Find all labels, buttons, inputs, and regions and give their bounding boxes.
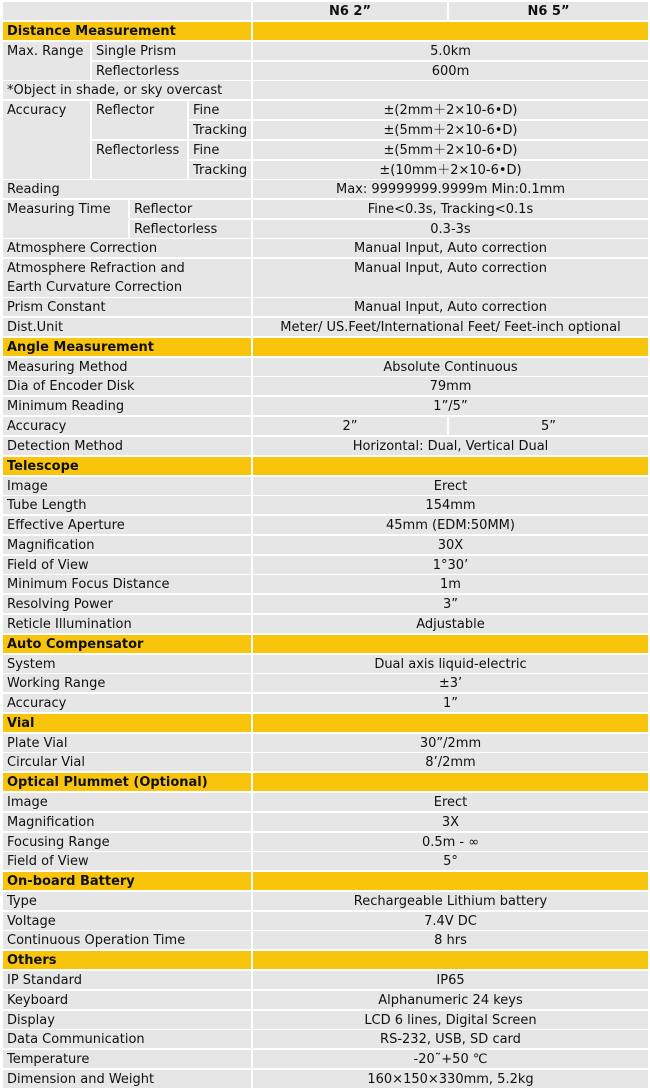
label-ip-standard: IP Standard: [3, 971, 251, 989]
label-reflectorless: Reflectorless: [92, 62, 251, 80]
section-optical-plummet: Optical Plummet (Optional): [3, 773, 251, 791]
section-bar: [253, 773, 648, 791]
value-dimension-weight: 160×150×330mm, 5.2kg: [253, 1070, 648, 1088]
value-angle-accuracy-5: 5”: [449, 417, 648, 435]
label-plummet-magnification: Magnification: [3, 813, 251, 831]
value-min-focus-distance: 1m: [253, 575, 648, 593]
value-reflectorless-tracking: ±(10mm＋2×10-6•D): [253, 161, 648, 179]
value-temperature: -20˜+50 ℃: [253, 1050, 648, 1068]
value-prism-constant: Manual Input, Auto correction: [253, 298, 648, 316]
label-reflectorless: Reflectorless: [92, 141, 187, 179]
label-reading: Reading: [3, 180, 251, 198]
label-tube-length: Tube Length: [3, 496, 251, 514]
value-mt-reflectorless: 0.3-3s: [253, 220, 648, 238]
value-battery-type: Rechargeable Lithium battery: [253, 892, 648, 910]
label-prism-constant: Prism Constant: [3, 298, 251, 316]
label-measuring-method: Measuring Method: [3, 358, 251, 376]
label-working-range: Working Range: [3, 674, 251, 692]
value-reflectorless-range: 600m: [253, 62, 648, 80]
section-telescope: Telescope: [3, 457, 251, 475]
label-atmosphere-refraction: [3, 259, 251, 297]
value-reflector-tracking: ±(5mm＋2×10-6•D): [253, 121, 648, 139]
value-measuring-method: Absolute Continuous: [253, 358, 648, 376]
label-fine: Fine: [189, 101, 251, 119]
label-atmosphere-refraction-line1: Atmosphere Refraction and: [7, 261, 185, 276]
value-mt-reflector: Fine<0.3s, Tracking<0.1s: [253, 200, 648, 218]
label-magnification: Magnification: [3, 536, 251, 554]
value-reading: Max: 99999999.9999m Min:0.1mm: [253, 180, 648, 198]
label-image: Image: [3, 477, 251, 495]
section-vial: Vial: [3, 714, 251, 732]
value-encoder-disk: 79mm: [253, 377, 648, 395]
label-mt-reflector: Reflector: [130, 200, 251, 218]
label-angle-accuracy: Accuracy: [3, 417, 251, 435]
section-bar: [253, 338, 648, 356]
section-bar: [253, 635, 648, 653]
value-dist-unit: Meter/ US.Feet/International Feet/ Feet-inch optional: [253, 318, 648, 336]
label-reflector: Reflector: [92, 101, 187, 139]
value-display: LCD 6 lines, Digital Screen: [253, 1011, 648, 1029]
column-n6-2: N6 2”: [253, 2, 447, 20]
label-field-of-view: Field of View: [3, 556, 251, 574]
section-onboard-battery: On-board Battery: [3, 872, 251, 890]
note-blank: [253, 81, 648, 99]
value-single-prism: 5.0km: [253, 42, 648, 60]
label-dist-unit: Dist.Unit: [3, 318, 251, 336]
label-reticle-illumination: Reticle Illumination: [3, 615, 251, 633]
value-focusing-range: 0.5m - ∞: [253, 833, 648, 851]
label-compensator-accuracy: Accuracy: [3, 694, 251, 712]
label-atmosphere-correction: Atmosphere Correction: [3, 239, 251, 257]
value-atmosphere-refraction: Manual Input, Auto correction: [253, 259, 648, 297]
value-atmosphere-correction: Manual Input, Auto correction: [253, 239, 648, 257]
value-system: Dual axis liquid-electric: [253, 655, 648, 673]
label-atmosphere-refraction-line2: Earth Curvature Correction: [7, 280, 183, 295]
value-resolving-power: 3”: [253, 595, 648, 613]
label-circular-vial: Circular Vial: [3, 753, 251, 771]
value-circular-vial: 8’/2mm: [253, 753, 648, 771]
label-accuracy: Accuracy: [3, 101, 90, 179]
value-reflector-fine: ±(2mm＋2×10-6•D): [253, 101, 648, 119]
value-plate-vial: 30”/2mm: [253, 734, 648, 752]
value-angle-accuracy-2: 2”: [253, 417, 447, 435]
value-ip-standard: IP65: [253, 971, 648, 989]
label-mt-reflectorless: Reflectorless: [130, 220, 251, 238]
label-effective-aperture: Effective Aperture: [3, 516, 251, 534]
value-tube-length: 154mm: [253, 496, 648, 514]
value-image: Erect: [253, 477, 648, 495]
value-reticle-illumination: Adjustable: [253, 615, 648, 633]
label-voltage: Voltage: [3, 912, 251, 930]
section-bar: [253, 457, 648, 475]
label-dimension-weight: Dimension and Weight: [3, 1070, 251, 1088]
label-plummet-image: Image: [3, 793, 251, 811]
section-auto-compensator: Auto Compensator: [3, 635, 251, 653]
label-battery-type: Type: [3, 892, 251, 910]
section-bar: [253, 22, 648, 40]
value-plummet-magnification: 3X: [253, 813, 648, 831]
label-encoder-disk: Dia of Encoder Disk: [3, 377, 251, 395]
label-data-communication: Data Communication: [3, 1030, 251, 1048]
value-keyboard: Alphanumeric 24 keys: [253, 991, 648, 1009]
section-bar: [253, 872, 648, 890]
column-n6-5: N6 5”: [449, 2, 648, 20]
label-keyboard: Keyboard: [3, 991, 251, 1009]
value-voltage: 7.4V DC: [253, 912, 648, 930]
label-temperature: Temperature: [3, 1050, 251, 1068]
section-bar: [253, 714, 648, 732]
section-distance-measurement: Distance Measurement: [3, 22, 251, 40]
label-minimum-reading: Minimum Reading: [3, 397, 251, 415]
label-measuring-time: Measuring Time: [3, 200, 128, 238]
value-compensator-accuracy: 1”: [253, 694, 648, 712]
value-data-communication: RS-232, USB, SD card: [253, 1030, 648, 1048]
value-working-range: ±3’: [253, 674, 648, 692]
value-field-of-view: 1°30’: [253, 556, 648, 574]
label-continuous-operation: Continuous Operation Time: [3, 931, 251, 949]
label-resolving-power: Resolving Power: [3, 595, 251, 613]
label-detection-method: Detection Method: [3, 437, 251, 455]
label-plummet-field-of-view: Field of View: [3, 852, 251, 870]
label-system: System: [3, 655, 251, 673]
label-focusing-range: Focusing Range: [3, 833, 251, 851]
label-min-focus-distance: Minimum Focus Distance: [3, 575, 251, 593]
value-plummet-image: Erect: [253, 793, 648, 811]
value-detection-method: Horizontal: Dual, Vertical Dual: [253, 437, 648, 455]
section-angle-measurement: Angle Measurement: [3, 338, 251, 356]
label-display: Display: [3, 1011, 251, 1029]
section-bar: [253, 951, 648, 969]
label-plate-vial: Plate Vial: [3, 734, 251, 752]
value-continuous-operation: 8 hrs: [253, 931, 648, 949]
value-reflectorless-fine: ±(5mm＋2×10-6•D): [253, 141, 648, 159]
value-minimum-reading: 1”/5”: [253, 397, 648, 415]
value-plummet-field-of-view: 5°: [253, 852, 648, 870]
label-single-prism: Single Prism: [92, 42, 251, 60]
value-magnification: 30X: [253, 536, 648, 554]
label-fine: Fine: [189, 141, 251, 159]
header-blank: [3, 2, 251, 20]
section-others: Others: [3, 951, 251, 969]
label-tracking: Tracking: [189, 121, 251, 139]
note-object-shade: *Object in shade, or sky overcast: [3, 81, 251, 99]
value-effective-aperture: 45mm (EDM:50MM): [253, 516, 648, 534]
label-tracking: Tracking: [189, 161, 251, 179]
label-max-range: Max. Range: [3, 42, 90, 80]
